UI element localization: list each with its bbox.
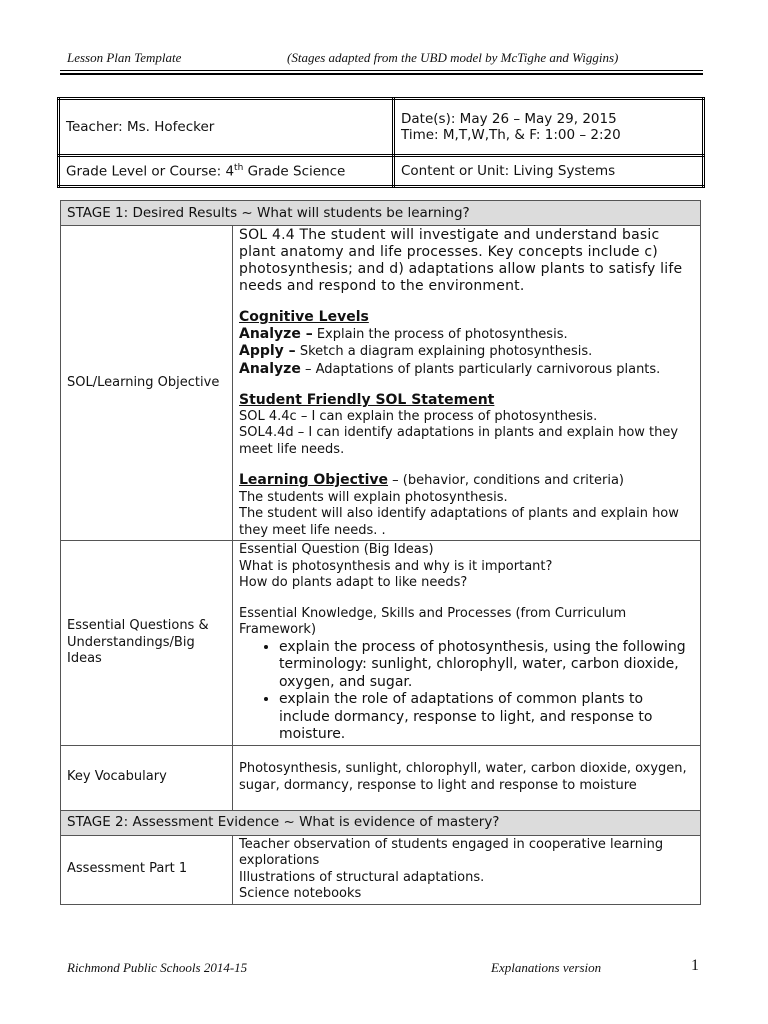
lo-line-2: The student will also identify adaptations of plants and explain how they meet life needs. . (239, 506, 679, 538)
sol-content (233, 226, 701, 541)
cog-line-3 (239, 361, 694, 379)
a1-line: Illustrations of structural adaptations. (239, 869, 485, 885)
grade-sup: th (234, 162, 244, 173)
sf-line-1: SOL 4.4c – I can explain the process of photosynthesis. (239, 408, 598, 424)
vocab-text: Photosynthesis, sunlight, chlorophyll, water, carbon dioxide, oxygen, sugar, dormancy, response to light and response to moisture (233, 745, 701, 810)
cog-text: – Adaptations of plants particularly carnivorous plants. (300, 361, 661, 377)
lo-note: – (behavior, conditions and criteria) (388, 473, 624, 488)
lesson-plan-table (60, 200, 701, 905)
ek-list (239, 639, 694, 744)
grade-post: Grade Science (243, 163, 346, 180)
page-number: 1 (691, 957, 699, 974)
student-friendly-heading: Student Friendly SOL Statement (239, 392, 495, 408)
cog-text: Sketch a diagram explaining photosynthesis. (295, 344, 593, 359)
cog-verb: Analyze (239, 360, 301, 377)
sol-text: SOL 4.4 The student will investigate and understand basic plant anatomy and life processes. Key concepts include c) photosynthesis; and d) adaptations allow plants to satisfy life needs and respond to the environment. (239, 227, 683, 294)
eq-content (233, 541, 701, 746)
header-rule (60, 70, 703, 71)
sf-line-2: SOL4.4d – I can identify adaptations in plants and explain how they meet life needs. (239, 425, 679, 457)
learning-objective-heading: Learning Objective (239, 472, 389, 488)
grade-pre: Grade Level or Course: 4 (66, 163, 235, 180)
cog-text: Explain the process of photosynthesis. (312, 326, 568, 342)
footer-right: Explanations version (491, 960, 602, 975)
dates-cell (394, 99, 704, 156)
footer-left: Richmond Public Schools 2014-15 (67, 960, 248, 975)
assessment-part1-label: Assessment Part 1 (61, 835, 233, 904)
header-right-subtitle: (Stages adapted from the UBD model by McTighe and Wiggins) (287, 50, 619, 65)
eq-line-2: How do plants adapt to like needs? (239, 575, 468, 590)
cog-line-2 (239, 343, 694, 361)
stage1-heading: STAGE 1: Desired Results ~ What will students be learning? (61, 201, 701, 226)
header-left-title: Lesson Plan Template (67, 50, 182, 65)
cog-line-1 (239, 326, 694, 344)
assessment-part1-content (233, 835, 701, 904)
cognitive-levels-heading: Cognitive Levels (239, 309, 369, 325)
cog-verb: Analyze – (239, 325, 313, 342)
sol-label: SOL/Learning Objective (61, 226, 233, 541)
content-cell: Content or Unit: Living Systems (394, 156, 704, 187)
dates-text: Date(s): May 26 – May 29, 2015 (401, 111, 617, 127)
eq-label: Essential Questions & Understandings/Big Ideas (61, 541, 233, 746)
vocab-label: Key Vocabulary (61, 745, 233, 810)
eq-line-1: What is photosynthesis and why is it important? (239, 558, 553, 574)
grade-cell (59, 156, 394, 187)
teacher-cell: Teacher: Ms. Hofecker (59, 99, 394, 156)
info-table (57, 97, 705, 188)
lo-line-1: The students will explain photosynthesis. (239, 489, 508, 505)
a1-line: Teacher observation of students engaged in cooperative learning explorations (239, 836, 664, 868)
learning-objective-line (239, 472, 694, 490)
ek-item: • explain the process of photosynthesis, using the following terminology: sunlight, chlorophyll, water, carbon dioxide, oxygen, and sugar. (279, 639, 694, 692)
header-rule-thick (60, 73, 703, 75)
ek-title: Essential Knowledge, Skills and Processes (from Curriculum Framework) (239, 605, 627, 637)
stage2-heading: STAGE 2: Assessment Evidence ~ What is evidence of mastery? (61, 810, 701, 835)
eq-title: Essential Question (Big Ideas) (239, 542, 434, 557)
cog-verb: Apply – (239, 343, 296, 359)
time-text: Time: M,T,W,Th, & F: 1:00 – 2:20 (401, 127, 621, 143)
a1-line: Science notebooks (239, 886, 362, 901)
ek-item: • explain the role of adaptations of common plants to include dormancy, response to light, and response to moisture. (279, 691, 694, 744)
